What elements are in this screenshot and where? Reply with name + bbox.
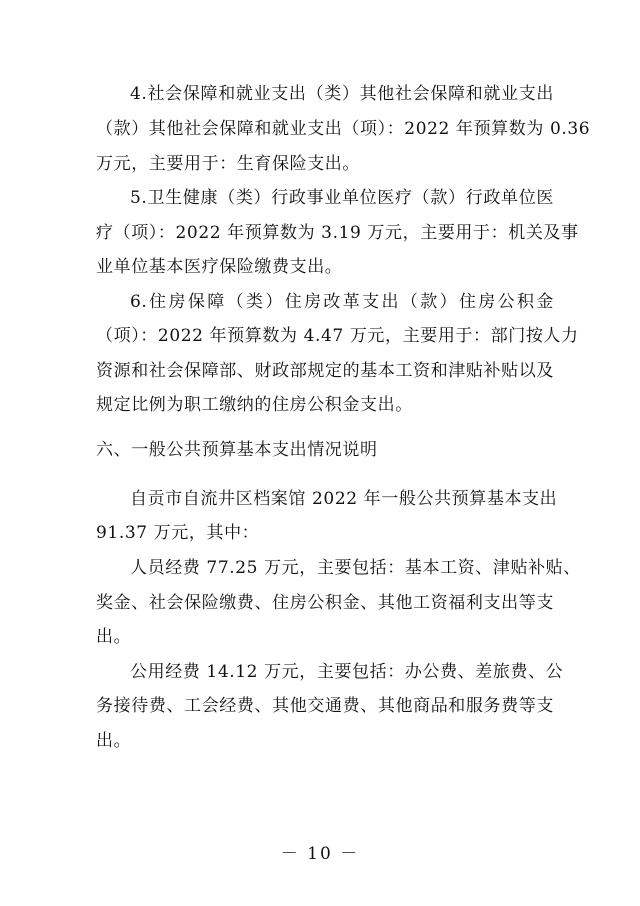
paragraph-line: 规定比例为职工缴纳的住房公积金支出。 [96, 395, 413, 415]
paragraph-line: 人员经费 77.25 万元，主要包括：基本工资、津贴补贴、 [130, 558, 581, 578]
paragraph-line: 自贡市自流井区档案馆 2022 年一般公共预算基本支出 [130, 489, 558, 509]
paragraph-line: 91.37 万元，其中： [96, 523, 260, 543]
paragraph-line: 务接待费、工会经费、其他交通费、其他商品和服务费等支 [96, 696, 554, 716]
paragraph-line: 4.社会保障和就业支出（类）其他社会保障和就业支出 [130, 84, 554, 104]
section-heading: 六、一般公共预算基本支出情况说明 [96, 440, 378, 460]
paragraph-line: （款）其他社会保障和就业支出（项）：2022 年预算数为 0.36 [96, 119, 591, 139]
paragraph-line: （项）：2022 年预算数为 4.47 万元，主要用于：部门按人力 [96, 326, 579, 346]
paragraph-line: 6.住房保障（类）住房改革支出（款）住房公积金 [130, 292, 554, 312]
paragraph-line: 公用经费 14.12 万元，主要包括：办公费、差旅费、公 [130, 662, 564, 682]
paragraph-line: 资源和社会保障部、财政部规定的基本工资和津贴补贴以及 [96, 361, 554, 381]
page-number: － 10 － [280, 844, 360, 864]
paragraph-line: 万元，主要用于：生育保险支出。 [96, 154, 360, 174]
paragraph-line: 业单位基本医疗保险缴费支出。 [96, 257, 343, 277]
paragraph-line: 5.卫生健康（类）行政事业单位医疗（款）行政单位医 [130, 188, 554, 208]
paragraph-line: 奖金、社会保险缴费、住房公积金、其他工资福利支出等支 [96, 593, 554, 613]
paragraph-line: 出。 [96, 627, 132, 647]
paragraph-line: 疗（项）：2022 年预算数为 3.19 万元，主要用于：机关及事 [96, 223, 579, 243]
paragraph-line: 出。 [96, 731, 132, 751]
